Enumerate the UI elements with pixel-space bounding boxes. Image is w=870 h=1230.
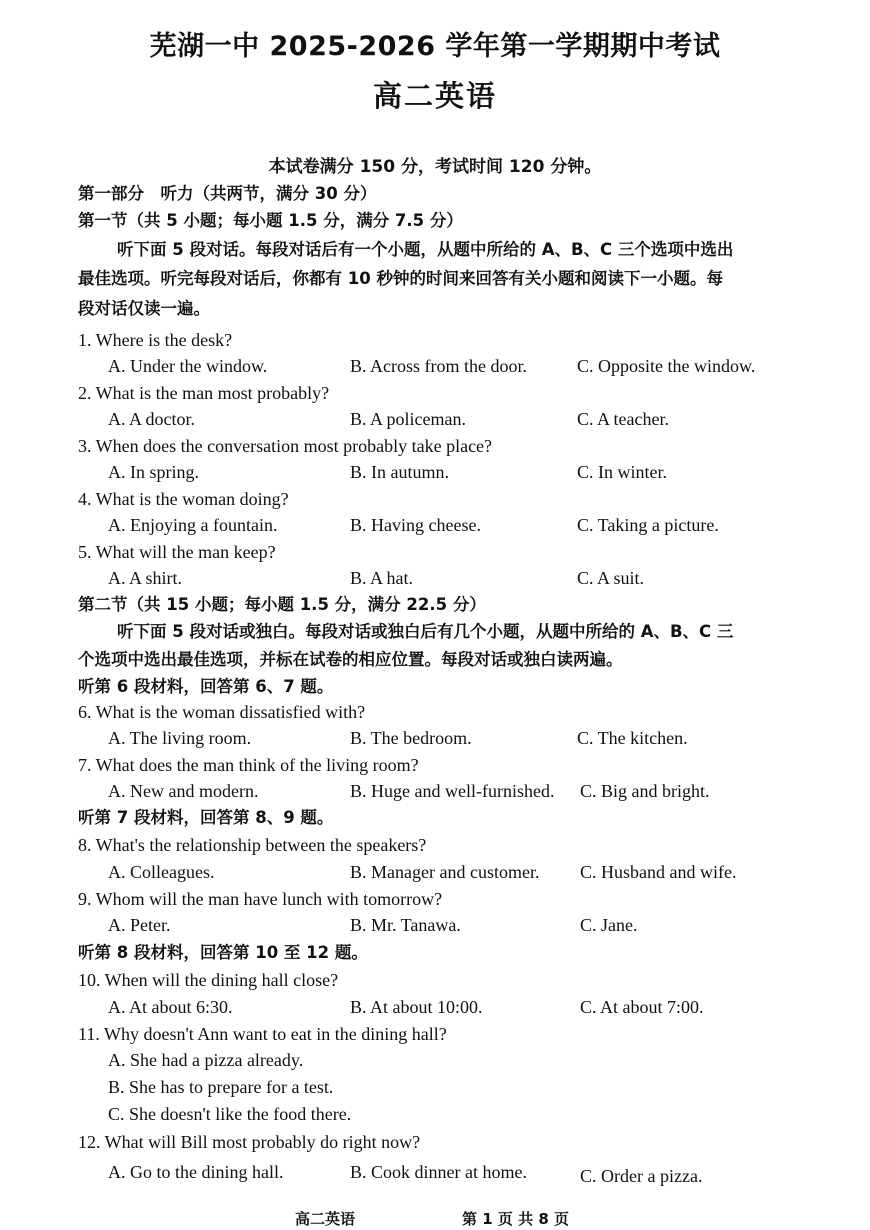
option-a: A. New and modern. — [108, 781, 259, 801]
option-b: B. At about 10:00. — [350, 997, 483, 1017]
question-7: 7. What does the man think of the living room? — [78, 755, 419, 775]
option-c: C. In winter. — [577, 462, 667, 482]
section2-instruction: 个选项中选出最佳选项，并标在试卷的相应位置。每段对话或独白读两遍。 — [78, 650, 623, 669]
option-c: C. Opposite the window. — [577, 356, 756, 376]
option-b: B. In autumn. — [350, 462, 449, 482]
question-12: 12. What will Bill most probably do right now? — [78, 1132, 421, 1152]
exam-subject: 高二英语 — [372, 79, 497, 113]
option-b: B. Mr. Tanawa. — [350, 915, 461, 935]
question-1: 1. Where is the desk? — [78, 330, 233, 350]
option-b: B. Having cheese. — [350, 515, 481, 535]
footer-subject: 高二英语 — [295, 1210, 356, 1228]
question-10: 10. When will the dining hall close? — [78, 970, 339, 990]
option-c: C. Jane. — [580, 915, 638, 935]
option-a: A. In spring. — [108, 462, 199, 482]
exam-title: 芜湖一中 2025-2026 学年第一学期期中考试 — [149, 31, 721, 62]
option-c: C. Taking a picture. — [577, 515, 719, 535]
option-b: B. Manager and customer. — [350, 862, 540, 882]
option-c: C. A teacher. — [577, 409, 669, 429]
section1-instruction: 段对话仅读一遍。 — [78, 299, 210, 318]
question-3: 3. When does the conversation most probably take place? — [78, 436, 493, 456]
option-b: B. Cook dinner at home. — [350, 1162, 527, 1182]
option-a: A. At about 6:30. — [108, 997, 233, 1017]
option-a: A. Under the window. — [108, 356, 268, 376]
option-b: B. She has to prepare for a test. — [108, 1077, 334, 1097]
option-c: C. She doesn't like the food there. — [108, 1104, 352, 1124]
question-6: 6. What is the woman dissatisfied with? — [78, 702, 366, 722]
material-note: 听第 7 段材料，回答第 8、9 题。 — [78, 808, 334, 827]
option-a: A. A shirt. — [108, 568, 183, 588]
option-a: A. A doctor. — [108, 409, 196, 429]
part1-heading: 第一部分 听力（共两节，满分 30 分） — [78, 184, 377, 203]
footer-page-number: 第 1 页 共 8 页 — [462, 1210, 569, 1228]
option-a: A. Colleagues. — [108, 862, 215, 882]
section2-instruction: 听下面 5 段对话或独白。每段对话或独白后有几个小题，从题中所给的 A、B、C 三 — [117, 622, 734, 641]
option-a: A. She had a pizza already. — [108, 1050, 304, 1070]
section1-heading: 第一节（共 5 小题；每小题 1.5 分，满分 7.5 分） — [78, 211, 463, 230]
option-a: A. Peter. — [108, 915, 171, 935]
option-c: C. A suit. — [577, 568, 645, 588]
option-b: B. Across from the door. — [350, 356, 527, 376]
option-c: C. At about 7:00. — [580, 997, 704, 1017]
option-a: A. The living room. — [108, 728, 252, 748]
option-c: C. Order a pizza. — [580, 1166, 703, 1186]
option-b: B. The bedroom. — [350, 728, 472, 748]
question-9: 9. Whom will the man have lunch with tomorrow? — [78, 889, 443, 909]
option-c: C. Husband and wife. — [580, 862, 737, 882]
question-4: 4. What is the woman doing? — [78, 489, 289, 509]
exam-info: 本试卷满分 150 分，考试时间 120 分钟。 — [268, 157, 602, 177]
option-b: B. Huge and well-furnished. — [350, 781, 555, 801]
option-b: B. A hat. — [350, 568, 414, 588]
section2-heading: 第二节（共 15 小题；每小题 1.5 分，满分 22.5 分） — [78, 595, 486, 614]
option-a: A. Enjoying a fountain. — [108, 515, 278, 535]
option-a: A. Go to the dining hall. — [108, 1162, 284, 1182]
option-c: C. The kitchen. — [577, 728, 688, 748]
section1-instruction: 最佳选项。听完每段对话后，你都有 10 秒钟的时间来回答有关小题和阅读下一小题。每 — [78, 269, 723, 288]
material-note: 听第 6 段材料，回答第 6、7 题。 — [78, 677, 334, 696]
option-c: C. Big and bright. — [580, 781, 710, 801]
question-5: 5. What will the man keep? — [78, 542, 276, 562]
question-8: 8. What's the relationship between the speakers? — [78, 835, 427, 855]
section1-instruction: 听下面 5 段对话。每段对话后有一个小题，从题中所给的 A、B、C 三个选项中选出 — [117, 240, 734, 259]
question-11: 11. Why doesn't Ann want to eat in the dining hall? — [78, 1024, 447, 1044]
material-note: 听第 8 段材料，回答第 10 至 12 题。 — [78, 943, 368, 962]
option-b: B. A policeman. — [350, 409, 466, 429]
question-2: 2. What is the man most probably? — [78, 383, 330, 403]
